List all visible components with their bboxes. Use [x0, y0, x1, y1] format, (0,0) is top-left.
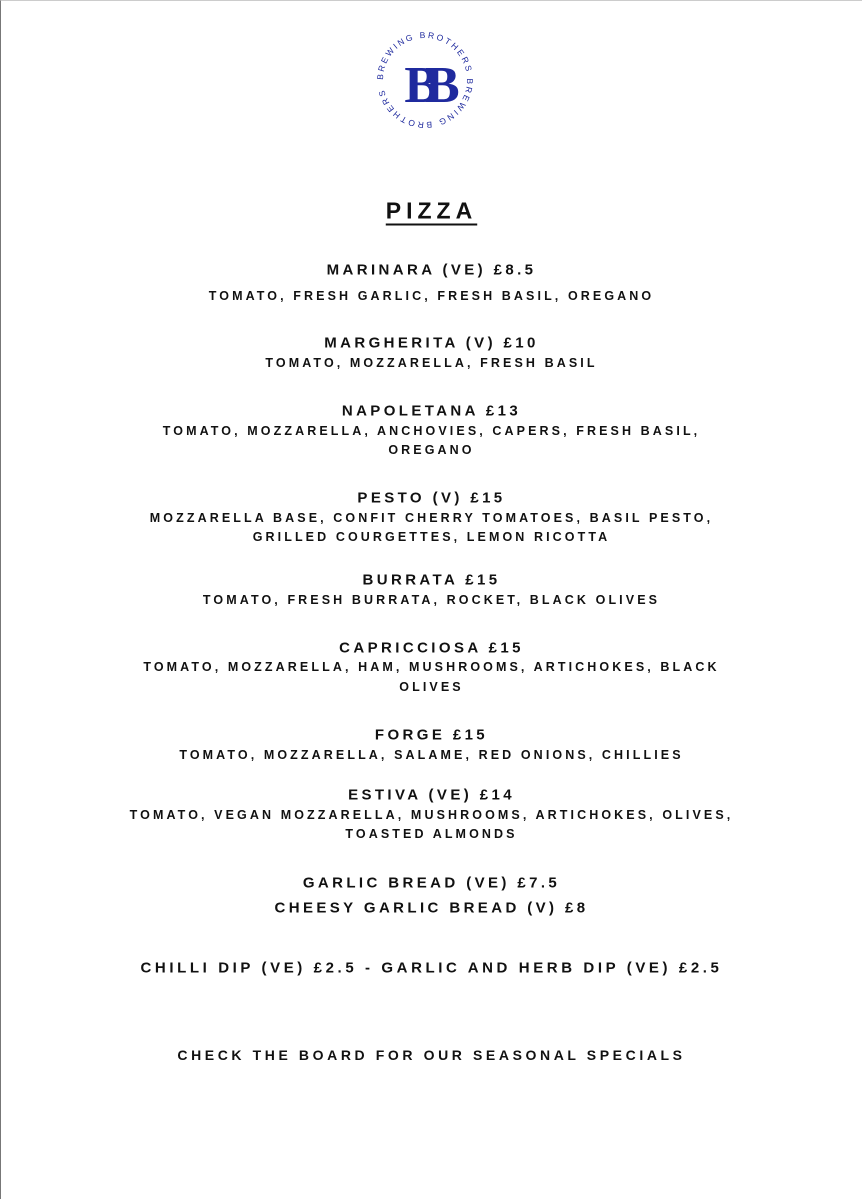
item-desc: TOMATO, MOZZARELLA, HAM, MUSHROOMS, ARTICHOKES, BLACK — [143, 659, 720, 674]
dips-line: CHILLI DIP (VE) £2.5 - GARLIC AND HERB DIP (VE) £2.5 — [140, 959, 723, 977]
item-name: NAPOLETANA £13 — [341, 402, 522, 420]
specials-note: CHECK THE BOARD FOR OUR SEASONAL SPECIALS — [177, 1047, 686, 1063]
item-name: MARINARA (VE) £8.5 — [326, 261, 537, 279]
item-desc: OREGANO — [388, 442, 475, 457]
item-desc: TOMATO, MOZZARELLA, SALAME, RED ONIONS, CHILLIES — [179, 747, 684, 762]
side-item: CHEESY GARLIC BREAD (V) £8 — [274, 899, 589, 917]
item-name: ESTIVA (VE) £14 — [348, 786, 515, 804]
item-desc: TOMATO, FRESH BURRATA, ROCKET, BLACK OLIVES — [202, 592, 661, 607]
brewing-brothers-logo — [375, 30, 475, 130]
item-name: MARGHERITA (V) £10 — [324, 334, 539, 352]
item-desc: OLIVES — [399, 679, 464, 694]
item-desc: TOMATO, VEGAN MOZZARELLA, MUSHROOMS, ARTICHOKES, OLIVES, — [129, 807, 734, 822]
item-desc: TOMATO, MOZZARELLA, FRESH BASIL — [265, 355, 598, 370]
item-desc: MOZZARELLA BASE, CONFIT CHERRY TOMATOES, BASIL PESTO, — [149, 510, 714, 525]
svg-text:BREWING BROTHERS BREWING BROTH: BREWING BROTHERS BREWING BROTHERS — [375, 30, 475, 130]
item-desc: TOMATO, MOZZARELLA, ANCHOVIES, CAPERS, FRESH BASIL, — [162, 423, 701, 438]
item-name: FORGE £15 — [374, 726, 489, 744]
item-desc: GRILLED COURGETTES, LEMON RICOTTA — [252, 529, 611, 544]
item-name: PESTO (V) £15 — [357, 489, 506, 507]
item-name: BURRATA £15 — [362, 571, 501, 589]
page-title: PIZZA — [385, 197, 478, 224]
side-item: GARLIC BREAD (VE) £7.5 — [302, 874, 561, 892]
item-desc: TOASTED ALMONDS — [345, 826, 518, 841]
svg-text:BB: BB — [404, 57, 446, 114]
item-name: CAPRICCIOSA £15 — [339, 639, 524, 657]
item-desc: TOMATO, FRESH GARLIC, FRESH BASIL, OREGANO — [208, 288, 655, 303]
